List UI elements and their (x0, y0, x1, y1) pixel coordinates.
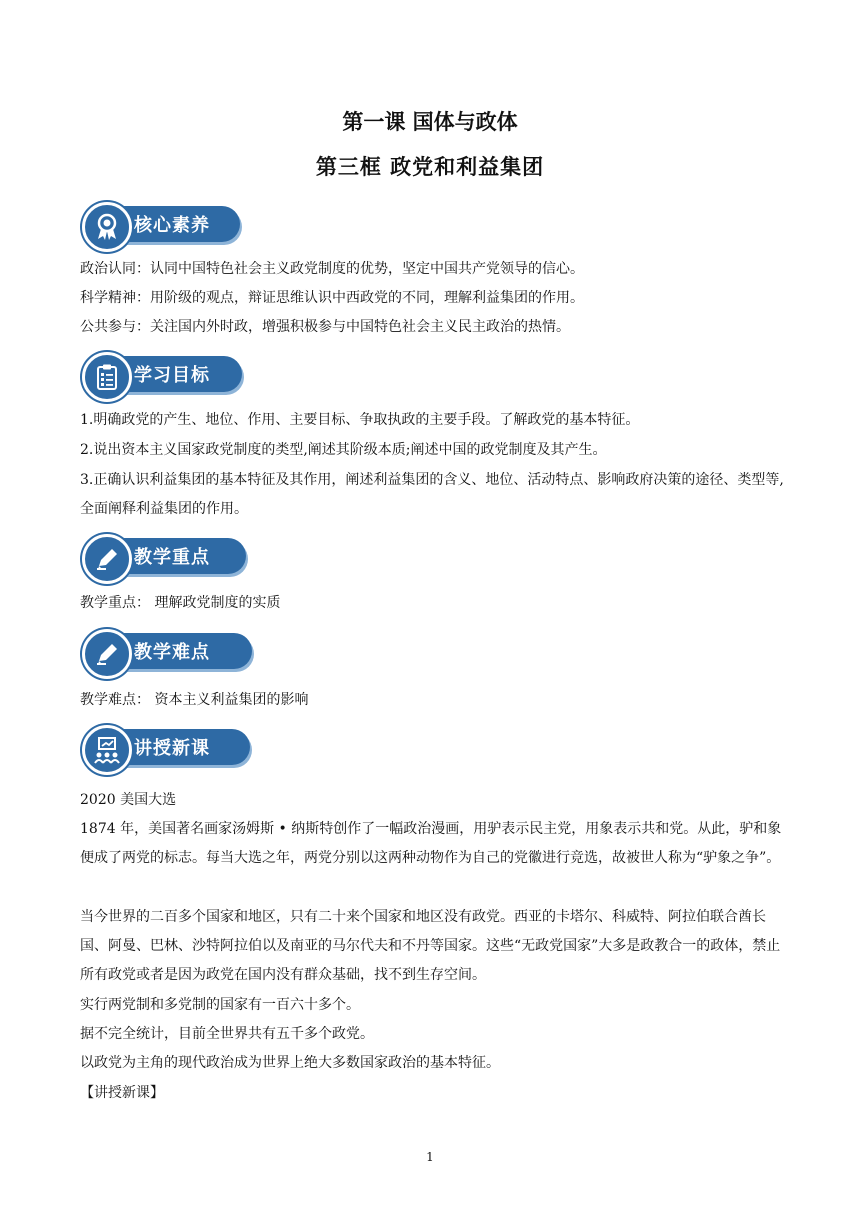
section-subtitle: 第三框 政党和利益集团 (315, 155, 545, 179)
teaching-difficulty-badge (82, 629, 254, 675)
lecture-marker: 【讲授新课】 (80, 1085, 164, 1101)
goal-3: 3.正确认识利益集团的基本特征及其作用，阐述利益集团的含义、地位、活动特点、影响政府决策的途径、类型等,全面阐释利益集团的作用。 (80, 472, 784, 517)
core-literacy-badge (82, 202, 242, 248)
modern-politics-text: 以政党为主角的现代政治成为世界上绝大多数国家政治的基本特征。 (80, 1055, 500, 1071)
party-total-text: 据不完全统计，目前全世界共有五千多个政党。 (80, 1026, 374, 1042)
core-literacy-heading: 核心素养 (134, 215, 210, 236)
core-line-science: 科学精神：用阶级的观点，辩证思维认识中西政党的不同，理解利益集团的作用。 (80, 290, 584, 306)
goal-1: 1.明确政党的产生、地位、作用、主要目标、争取执政的主要手段。了解政党的基本特征。 (80, 412, 640, 428)
clipboard-checklist-icon (82, 352, 132, 402)
multiparty-count-text: 实行两党制和多党制的国家有一百六十多个。 (80, 997, 360, 1013)
presentation-audience-icon (82, 725, 132, 775)
teaching-focus-heading: 教学重点 (134, 547, 210, 568)
core-line-political: 政治认同：认同中国特色社会主义政党制度的优势，坚定中国共产党领导的信心。 (80, 261, 584, 277)
lesson-title: 第一课 国体与政体 (342, 110, 518, 134)
teaching-difficulty-text: 教学难点： 资本主义利益集团的影响 (80, 692, 309, 708)
goal-2: 2.说出资本主义国家政党制度的类型,阐述其阶级本质;阐述中国的政党制度及其产生。 (80, 442, 607, 458)
teaching-difficulty-heading: 教学难点 (134, 642, 210, 663)
pencil-icon (82, 534, 132, 584)
page-number: 1 (426, 1150, 434, 1164)
new-lesson-badge (82, 725, 252, 771)
teaching-focus-badge (82, 534, 248, 580)
core-line-participation: 公共参与：关注国内外时政，增强积极参与中国特色社会主义民主政治的热情。 (80, 319, 570, 335)
pencil-icon (82, 629, 132, 679)
award-ribbon-icon (82, 202, 132, 252)
learning-goals-heading: 学习目标 (134, 365, 210, 386)
learning-goals-badge (82, 352, 244, 398)
no-party-countries-paragraph: 当今世界的二百多个国家和地区，只有二十来个国家和地区没有政党。西亚的卡塔尔、科威特、阿拉伯联合酋长国、阿曼、巴林、沙特阿拉伯以及南亚的马尔代夫和不丹等国家。这些“无政党国家”大多是政教合一的政体，禁止所有政党或者是因为政党在国内没有群众基础，找不到生存空间。 (80, 909, 781, 983)
election-heading: 2020 美国大选 (80, 792, 177, 808)
teaching-focus-text: 教学重点： 理解政党制度的实质 (80, 595, 281, 611)
donkey-elephant-paragraph: 1874 年，美国著名画家汤姆斯 • 纳斯特创作了一幅政治漫画，用驴表示民主党，用象表示共和党。从此，驴和象便成了两党的标志。每当大选之年，两党分别以这两种动物作为自己的党徽进行竞选，故被世人称为“驴象之争”。 (80, 821, 782, 866)
new-lesson-heading: 讲授新课 (134, 738, 210, 759)
